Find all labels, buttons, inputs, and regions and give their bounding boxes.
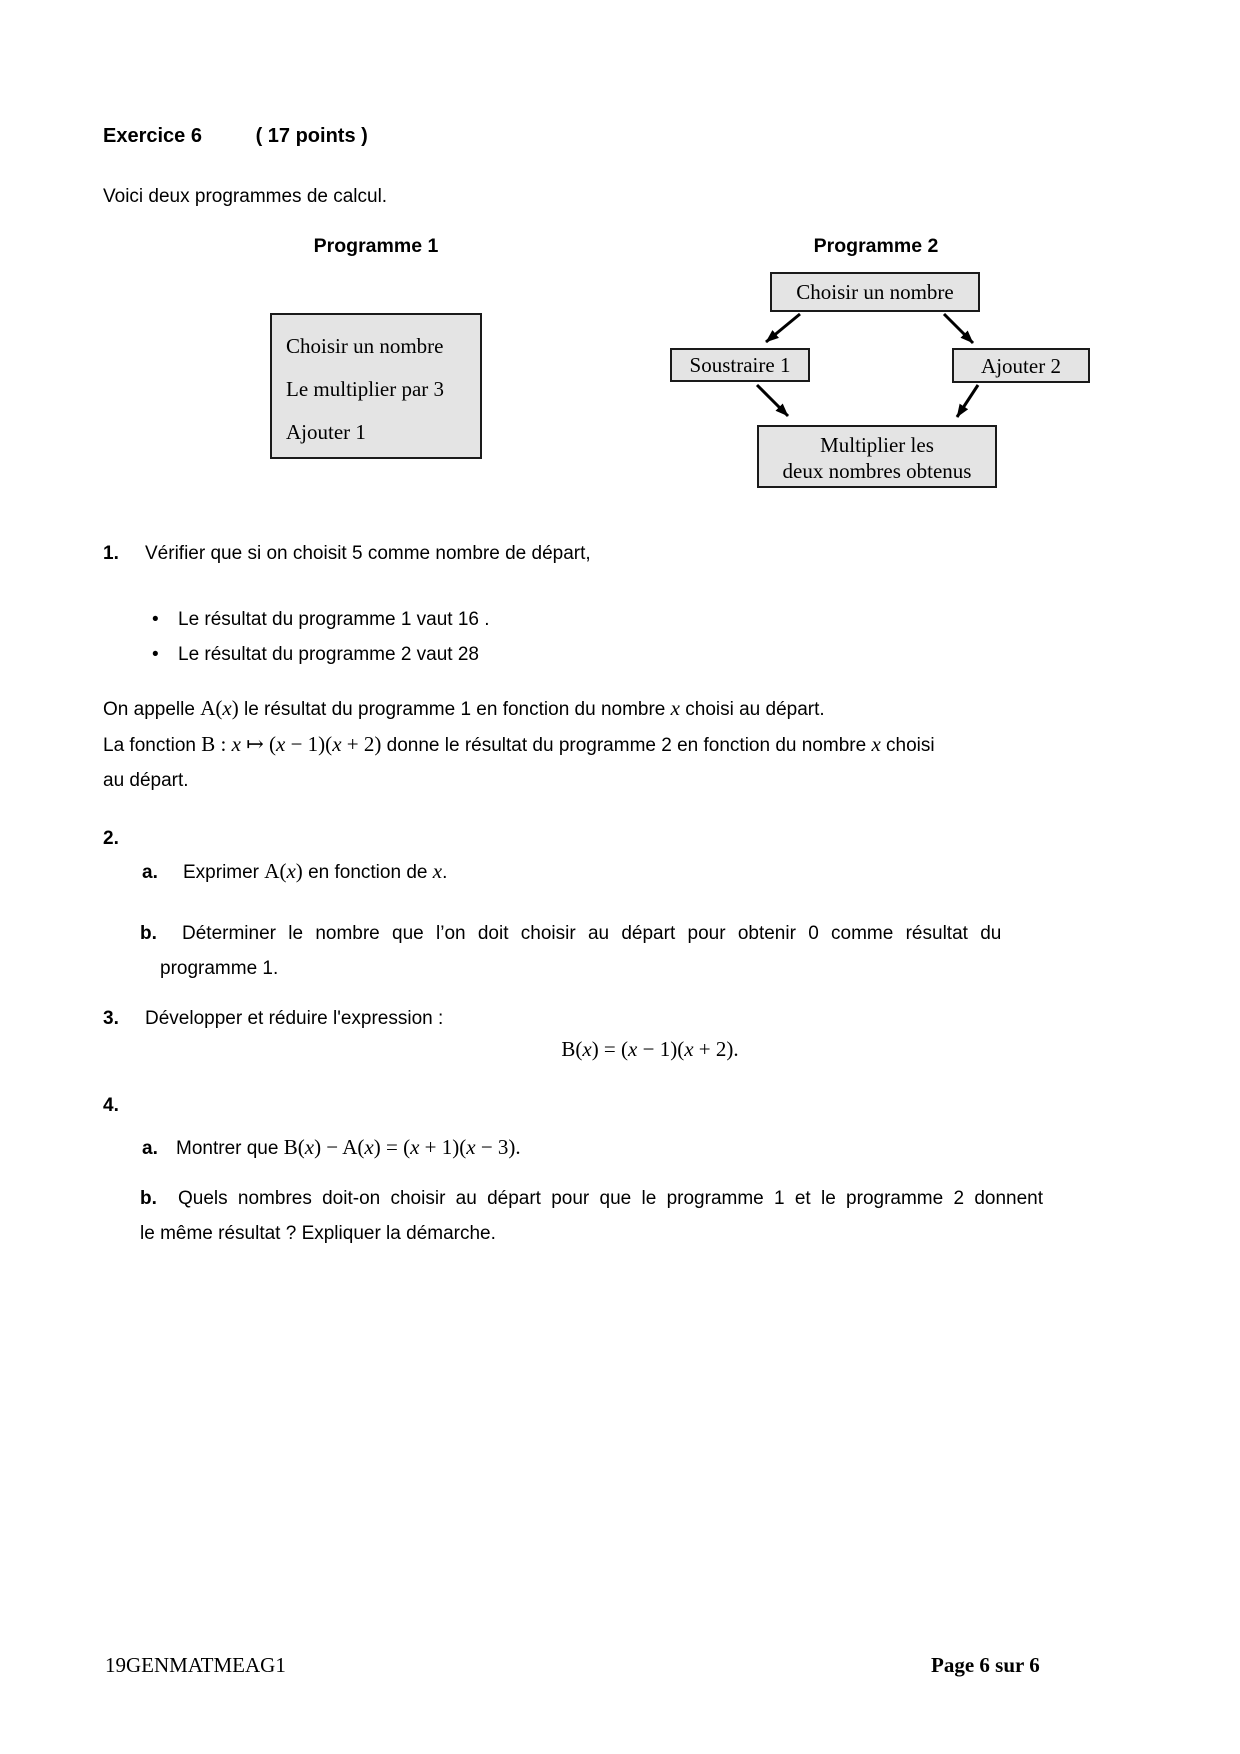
program2-multiply-box bbox=[757, 425, 997, 488]
bullet-item bbox=[152, 637, 490, 672]
paragraph-line: au départ. bbox=[103, 770, 189, 791]
exercise-header bbox=[103, 125, 368, 148]
text-run: Quels nombres doit-on choisir au départ pour que le programme 1 et le programme 2 donnent bbox=[178, 1188, 1043, 1209]
footer-page-number: Page 6 sur 6 bbox=[931, 1653, 1040, 1677]
flow-arrows bbox=[0, 0, 1240, 520]
bullet-item bbox=[152, 602, 490, 637]
question-4b-label: b. bbox=[140, 1188, 157, 1209]
program1-step: Le multiplier par 3 bbox=[286, 377, 445, 401]
bullet-text: Le résultat du programme 2 vaut 28 bbox=[178, 644, 480, 665]
math-run: A(x) bbox=[264, 859, 303, 883]
question-4a bbox=[142, 1130, 521, 1166]
math-run: x bbox=[670, 696, 680, 720]
math-run: B(x) − A(x) = (x + 1)(x − 3). bbox=[283, 1135, 521, 1159]
math-run: x bbox=[432, 859, 443, 883]
bullet-icon: • bbox=[152, 609, 159, 630]
question-3-number: 3. bbox=[103, 1008, 119, 1029]
text-run: . bbox=[442, 862, 448, 883]
bullet-text: Le résultat du programme 1 vaut 16 . bbox=[178, 609, 490, 630]
intro-text: Voici deux programmes de calcul. bbox=[103, 186, 388, 207]
arrow-choose-to-add bbox=[944, 314, 973, 343]
program1-step: Choisir un nombre bbox=[286, 334, 444, 358]
question-2-number: 2. bbox=[103, 828, 119, 849]
question-2b-line2: programme 1. bbox=[160, 958, 279, 979]
question-2b-label: b. bbox=[140, 923, 157, 944]
footer-document-code: 19GENMATMEAG1 bbox=[105, 1653, 286, 1677]
question-2a bbox=[142, 854, 447, 890]
text-run: Déterminer le nombre que l’on doit choisir au départ pour obtenir 0 comme résultat du bbox=[182, 923, 1002, 944]
question-3 bbox=[103, 1001, 443, 1036]
program2-multiply-line2: deux nombres obtenus bbox=[782, 459, 972, 483]
program2-subtract-box: Soustraire 1 bbox=[670, 348, 810, 382]
exercise-title: Exercice 6 bbox=[103, 125, 202, 147]
arrow-choose-to-subtract bbox=[766, 314, 800, 342]
question-1 bbox=[103, 536, 591, 571]
text-run: On appelle bbox=[103, 699, 201, 720]
math-run: A(x) bbox=[200, 696, 239, 720]
question-2b-line1 bbox=[140, 916, 1160, 951]
question-4b-line1 bbox=[140, 1181, 1160, 1216]
formula-bx: B(x) = (x − 1)(x + 2). bbox=[561, 1037, 739, 1061]
text-run: choisi bbox=[880, 735, 935, 756]
question-4a-label: a. bbox=[142, 1138, 158, 1159]
text-run: choisi au départ. bbox=[679, 699, 825, 720]
bullet-icon: • bbox=[152, 644, 159, 665]
paragraph-line bbox=[103, 727, 935, 763]
question-1-text: Vérifier que si on choisit 5 comme nombre de départ, bbox=[145, 543, 591, 564]
program2-multiply-line1: Multiplier les bbox=[820, 433, 934, 457]
program2-add-box: Ajouter 2 bbox=[952, 348, 1090, 383]
text-run: Montrer que bbox=[176, 1138, 284, 1159]
question-2a-label: a. bbox=[142, 862, 158, 883]
question-4b bbox=[140, 1181, 1160, 1251]
question-2b bbox=[140, 916, 1160, 986]
math-run: x bbox=[871, 732, 881, 756]
question-4b-line2: le même résultat ? Expliquer la démarche. bbox=[140, 1223, 496, 1244]
bullet-list bbox=[152, 602, 490, 672]
arrow-subtract-to-multiply bbox=[757, 385, 788, 416]
math-run: B : x ↦ (x − 1)(x + 2) bbox=[201, 732, 382, 756]
question-4-number: 4. bbox=[103, 1095, 119, 1116]
program1-title: Programme 1 bbox=[313, 235, 439, 257]
program1-step: Ajouter 1 bbox=[286, 420, 366, 444]
paragraph-line bbox=[103, 691, 935, 727]
text-run: le résultat du programme 1 en fonction du nombre bbox=[238, 699, 671, 720]
question-3-text: Développer et réduire l'expression : bbox=[145, 1008, 444, 1029]
text-run: en fonction de bbox=[302, 862, 433, 883]
arrow-add-to-multiply bbox=[957, 385, 978, 417]
text-run: La fonction bbox=[103, 735, 202, 756]
text-run: Exprimer bbox=[183, 862, 265, 883]
text-run: donne le résultat du programme 2 en fonction du nombre bbox=[381, 735, 872, 756]
definition-paragraph bbox=[103, 691, 935, 798]
program2-choose-box: Choisir un nombre bbox=[770, 272, 980, 312]
question-1-number: 1. bbox=[103, 543, 119, 564]
program2-title: Programme 2 bbox=[813, 235, 939, 257]
program1-box bbox=[270, 313, 482, 459]
exercise-points: ( 17 points ) bbox=[255, 125, 368, 147]
